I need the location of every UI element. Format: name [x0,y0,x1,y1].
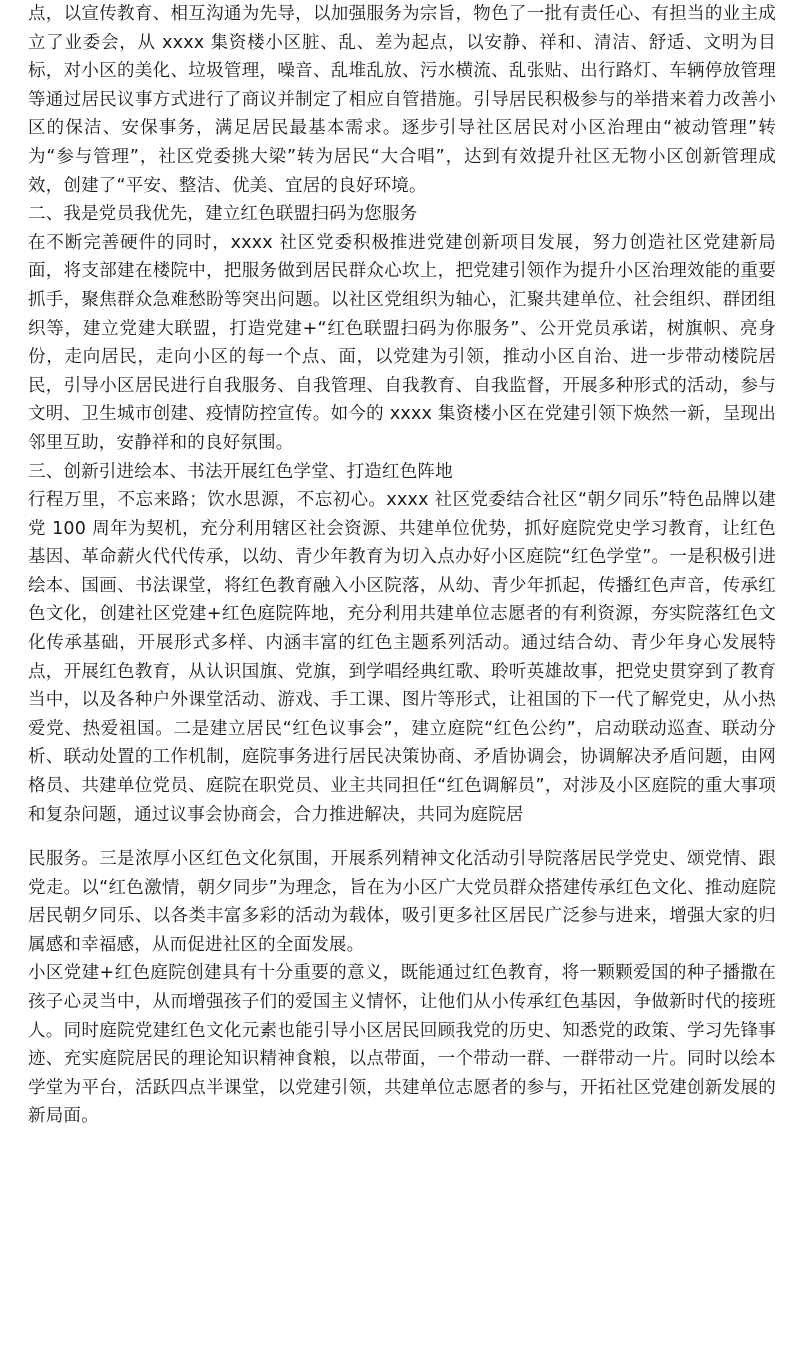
conclusion-paragraph: 小区党建+红色庭院创建具有十分重要的意义，既能通过红色教育，将一颗颗爱国的种子播撒在孩子心灵当中，从而增强孩子们的爱国主义情怀，让他们从小传承红色基因，争做新时代的接班人。同时庭院党建红色文化元素也能引导小区居民回顾我党的历史、知悉党的政策、学习先锋事迹、充实庭院居民的理论知识精神食粮，以点带面，一个带动一群、一群带动一片。同时以绘本学堂为平台，活跃四点半课堂，以党建引领，共建单位志愿者的参与，开拓社区党建创新发展的新局面。 [28,963,776,1127]
document-body-lower [28,845,776,1131]
section2-paragraph: 在不断完善硬件的同时，xxxx 社区党委积极推进党建创新项目发展，努力创造社区党建新局面，将支部建在楼院中，把服务做到居民群众心坎上，把党建引领作为提升小区治理效能的重要抓手，聚焦群众急难愁盼等突出问题。以社区党组织为轴心，汇聚共建单位、社会组织、群团组织等，建立党建大联盟，打造党建+“红色联盟扫码为你服务”、公开党员承诺，树旗帜、亮身份，走向居民，走向小区的每一个点、面，以党建为引领，推动小区自治、进一步带动楼院居民，引导小区居民进行自我服务、自我管理、自我教育、自我监督，开展多种形式的活动，参与文明、卫生城市创建、疫情防控宣传。如今的 xxxx 集资楼小区在党建引领下焕然一新，呈现出邻里互助，安静祥和的良好氛围。 [28,232,776,453]
section1-tail-paragraph: 点，以宣传教育、相互沟通为先导，以加强服务为宗旨，物色了一批有责任心、有担当的业主成立了业委会，从 xxxx 集资楼小区脏、乱、差为起点，以安静、祥和、清洁、舒适、文明为目标，对小区的美化、垃圾管理，噪音、乱堆乱放、污水横流、乱张贴、出行路灯、车辆停放管理等通过居民议事方式进行了商议并制定了相应自管措施。引导居民积极参与的举措来着力改善小区的保洁、安保事务，满足居民最基本需求。逐步引导社区居民对小区治理由“被动管理”转为“参与管理”，社区党委挑大梁”转为居民“大合唱”，达到有效提升社区无物小区创新管理成效，创建了“平安、整洁、优美、宜居的良好环境。 [28,4,776,196]
section3-paragraph-part2: 民服务。三是浓厚小区红色文化氛围，开展系列精神文化活动引导院落居民学党史、颂党情、跟党走。以“红色激情，朝夕同步”为理念，旨在为小区广大党员群众搭建传承红色文化、推动庭院居民朝夕同乐、以各类丰富多彩的活动为载体，吸引更多社区居民广泛参与进来，增强大家的归属感和幸福感，从而促进社区的全面发展。 [28,849,776,955]
section3-paragraph-part1: 行程万里，不忘来路；饮水思源，不忘初心。xxxx 社区党委结合社区“朝夕同乐”特色品牌以建党 100 周年为契机，充分利用辖区社会资源、共建单位优势，抓好庭院党史学习教育，让红色基因、革命薪火代代传承，以幼、青少年教育为切入点办好小区庭院“红色学堂”。一是积极引进绘本、国画、书法课堂，将红色教育融入小区院落，从幼、青少年抓起，传播红色声音，传承红色文化，创建社区党建+红色庭院阵地，充分利用共建单位志愿者的有利资源，夯实院落红色文化传承基础，开展形式多样、内涵丰富的红色主题系列活动。通过结合幼、青少年身心发展特点，开展红色教育，从认识国旗、党旗，到学唱经典红歌、聆听英雄故事，把党史贯穿到了教育当中，以及各种户外课堂活动、游戏、手工课、图片等形式，让祖国的下一代了解党史，从小热爱党、热爱祖国。二是建立居民“红色议事会”，建立庭院“红色公约”，启动联动巡查、联动分析、联动处置的工作机制，庭院事务进行居民决策协商、矛盾协调会，协调解决矛盾问题，由网格员、共建单位党员、庭院在职党员、业主共同担任“红色调解员”，对涉及小区庭院的重大事项和复杂问题，通过议事会协商会，合力推进解决，共同为庭院居 [28,490,776,825]
section3-heading: 三、创新引进绘本、书法开展红色学堂、打造红色阵地 [28,461,453,482]
section2-heading: 二、我是党员我优先，建立红色联盟扫码为您服务 [28,204,418,225]
document-body-upper [28,0,776,829]
